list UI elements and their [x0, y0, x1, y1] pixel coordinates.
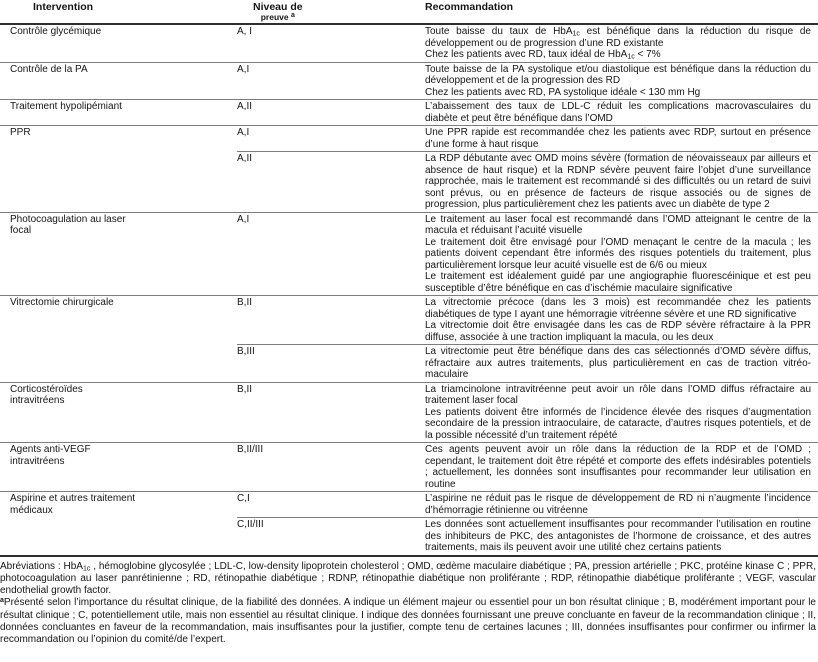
recommendation-cell: [425, 518, 818, 555]
evidence-level-cell: B,II: [237, 383, 253, 395]
recommendation-paragraph: La triamcinolone intravitréenne peut avoir un rôle dans l’OMD diffus réfractaire au traitement laser focal: [425, 383, 811, 406]
recommendation-paragraph: La vitrectomie précoce (dans les 3 mois) est recommandée chez les patients diabétiques de type I ayant une hémorragie vitréenne sévère et une RD significative: [425, 297, 811, 320]
intervention-label: Corticostéroïdes: [10, 383, 83, 395]
niveau-header-line1: Niveau de: [253, 1, 303, 13]
intervention-label: intravitréens: [10, 455, 65, 467]
intervention-cell: [0, 296, 237, 382]
intervention-label: Vitrectomie chirurgicale: [10, 297, 114, 308]
recommendation-paragraph: La vitrectomie peut être bénéfique dans des cas sélectionnés d’OMD sévère diffus, réfractaire aux autres traitements, plus particulièrement en cas de traction vitréo-maculaire: [425, 346, 811, 380]
row-entries: [237, 443, 818, 491]
recommendation-paragraph: Le traitement doit être envisagé pour l’OMD menaçant le centre de la macula ; les patients doivent cependant être informés des risques potentiels du traitement, plus particulièrement lorsque leur acuité visuelle est de 6/6 ou mieux: [425, 236, 811, 271]
recommendation-paragraph: Une PPR rapide est recommandée chez les patients avec RDP, surtout en présence d’une forme à haut risque: [425, 127, 811, 150]
evidence-entry: [237, 383, 818, 443]
evidence-entry: [237, 296, 818, 344]
evidence-level-cell: A,I: [237, 213, 250, 225]
evidence-entry: [237, 443, 818, 491]
intervention-label: PPR: [10, 127, 31, 138]
intervention-label: Aspirine et autres traitement: [10, 493, 136, 504]
recommendation-paragraph: L’aspirine ne réduit pas le risque de développement de RD ni n’augmente l’incidence d’hémorragie rétinienne ou vitréenne: [425, 493, 811, 516]
recommendation-paragraph: Toute baisse du taux de HbA$_{1c}$ est bénéfique dans la réduction du risque de développement ou de progression d’une RD existante: [425, 26, 811, 49]
intervention-label: Photocoagulation au laser: [10, 213, 126, 225]
row-entries: [237, 383, 818, 443]
intervention-label: intravitréens: [10, 395, 65, 406]
recommendation-cell: [425, 63, 818, 100]
evidence-entry: [237, 492, 818, 517]
recommendation-paragraph: Toute baisse de la PA systolique et/ou diastolique est bénéfique dans la réduction du développement et de la progression des RD: [425, 63, 811, 86]
intervention-cell: [0, 126, 237, 212]
row-entries: [237, 296, 818, 382]
evidence-level-cell: B,III: [237, 346, 255, 357]
evidence-level-cell: B,II/III: [237, 444, 264, 455]
recommendation-cell: [425, 345, 818, 382]
evidence-level-cell: C,II/III: [237, 519, 264, 530]
intervention-label: Agents anti-VEGF: [10, 444, 91, 455]
table-row: [0, 212, 818, 296]
intervention-cell: [0, 443, 237, 491]
recommendation-cell: [425, 126, 818, 151]
table-row: [0, 99, 818, 125]
evidence-level-cell: A, I: [237, 26, 253, 37]
evidence-entry: [237, 100, 818, 125]
evidence-entry: [237, 151, 818, 212]
evidence-level-cell: A,I: [237, 127, 250, 138]
table-row: [0, 382, 818, 443]
recommendation-paragraph: Le traitement est idéalement guidé par une angiographie fluorescéinique et est peu susceptible d’être bénéfique en cas d’ischémie maculaire significative: [425, 271, 811, 294]
recommendation-cell: [425, 213, 818, 296]
evidence-entry: [237, 63, 818, 100]
intervention-label: focal: [10, 225, 32, 236]
intervention-cell: [0, 63, 237, 100]
row-entries: [237, 63, 818, 100]
recommendation-paragraph: Les données sont actuellement insuffisantes pour recommander l’utilisation en routine des inhibiteurs de PKC, des antagonistes de l’hormone de croissance, et des autres traitements, mais ils peuvent avoir une utilité chez certains patients: [425, 519, 811, 553]
evidence-entry: [237, 126, 818, 151]
table-row: [0, 491, 818, 555]
recommendation-cell: [425, 443, 818, 491]
intervention-cell: [0, 383, 237, 443]
intervention-cell: [0, 25, 237, 62]
intervention-cell: [0, 100, 237, 125]
recommendation-cell: [425, 492, 818, 517]
intervention-label: Contrôle de la PA: [10, 63, 88, 75]
evidence-entry: [237, 344, 818, 382]
table-row: [0, 295, 818, 382]
recommendation-paragraph: Ces agents peuvent avoir un rôle dans la réduction de la RDP et de l’OMD ; cependant, le traitement doit être répété et comporte des effets indésirables potentiels ; actuellement, les données sont insuffisantes pour recommander leur utilisation en routine: [425, 444, 811, 490]
footnote-a: $^a$Présenté selon l’importance du résultat clinique, de la fiabilité des données. A indique un élément majeur ou essentiel pour un bon résultat clinique ; B, modérément important pour le résultat clinique ; C, potentiellement utile, mais non essentiel au résultat clinique. I indique des données fournissant une preuve concluante en faveur de la recommandation clinique ; II, données concluantes en faveur de la recommandation, mais insuffisantes pour la justifier, compte tenu de certaines lacunes ; III, données insuffisantes pour confirmer ou infirmer la recommandation ou l’opinion du comité/de l’expert.: [0, 597, 816, 646]
recommendation-cell: [425, 25, 818, 62]
table-header-row: [0, 0, 818, 25]
intervention-label: Contrôle glycémique: [10, 26, 102, 37]
table-row: [0, 62, 818, 100]
column-header-recommandation: Recommandation: [425, 1, 514, 13]
recommendation-cell: [425, 152, 818, 212]
column-header-niveau-de-preuve: [237, 2, 425, 23]
recommendation-paragraph: Chez les patients avec RD, PA systolique idéale < 130 mm Hg: [425, 86, 701, 98]
evidence-entry: [237, 213, 818, 296]
table-row: [0, 125, 818, 212]
evidence-level-cell: B,II: [237, 297, 253, 308]
row-entries: [237, 492, 818, 555]
evidence-entry: [237, 25, 818, 62]
table-row: [0, 25, 818, 62]
footnotes: [0, 557, 818, 647]
row-entries: [237, 126, 818, 212]
column-header-intervention: Intervention: [33, 1, 94, 13]
recommendation-cell: [425, 100, 818, 125]
table-row: [0, 442, 818, 491]
evidence-level-cell: A,II: [237, 153, 253, 164]
recommendation-cell: [425, 383, 818, 443]
abbreviations-note: Abréviations : HbA$_{1c}$ , hémoglobine glycosylée ; LDL-C, low-density lipoprotein cholesterol ; OMD, œdème maculaire diabétique ; PA, pression artérielle ; PKC, protéine kinase C ; PPR, photocoagulation au laser panrétinienne ; RD, rétinopathie diabétique ; RDNP, rétinopathie diabétique non proliférante ; RDP, rétinopathie diabétique proliférante ; VEGF, vascular endothelial growth factor.: [0, 560, 816, 597]
evidence-level-cell: C,I: [237, 493, 250, 504]
intervention-label: médicaux: [10, 504, 53, 516]
niveau-de-preuve-header-stack: [253, 2, 303, 22]
evidence-level-cell: A,II: [237, 101, 253, 112]
evidence-entry: [237, 517, 818, 555]
recommendation-paragraph: L’abaissement des taux de LDL-C réduit les complications macrovasculaires du diabète et peut être bénéfique dans l’OMD: [425, 101, 811, 124]
intervention-cell: [0, 492, 237, 555]
niveau-header-line2: preuve $^a$: [260, 12, 295, 22]
recommendation-paragraph: Le traitement au laser focal est recommandé dans l’OMD atteignant le centre de la macula et réduisant l’acuité visuelle: [425, 213, 811, 236]
recommendation-paragraph: Les patients doivent être informés de l’incidence élevée des risques d’augmentation secondaire de la pression intraoculaire, de cataracte, d’autres risques potentiels, et de la possible nécessité d’un traitement répété: [425, 406, 811, 441]
evidence-level-cell: A,I: [237, 63, 250, 75]
row-entries: [237, 213, 818, 296]
row-entries: [237, 100, 818, 125]
recommendation-paragraph: La RDP débutante avec OMD moins sévère (formation de néovaisseaux par ailleurs et absence de haut risque) et la RDNP sévère peuvent faire l’objet d’une surveillance rapprochée, mais le traitement est recommandé si des difficultés ou un retard de suivi sont prévus, ou en présence de facteurs de risque associés ou de signes de progression, plus particulièrement chez les patients avec un diabète de type 2: [425, 153, 811, 210]
recommendation-paragraph: La vitrectomie doit être envisagée dans les cas de RDP sévère réfractaire à la PPR diffuse, associée à une traction impliquant la macula, ou les deux: [425, 320, 811, 343]
recommendation-paragraph: Chez les patients avec RD, taux idéal de HbA$_{1c}$ < 7%: [425, 49, 661, 61]
intervention-label: Traitement hypolipémiant: [10, 101, 122, 112]
recommendation-cell: [425, 296, 818, 344]
intervention-cell: [0, 213, 237, 296]
row-entries: [237, 25, 818, 62]
